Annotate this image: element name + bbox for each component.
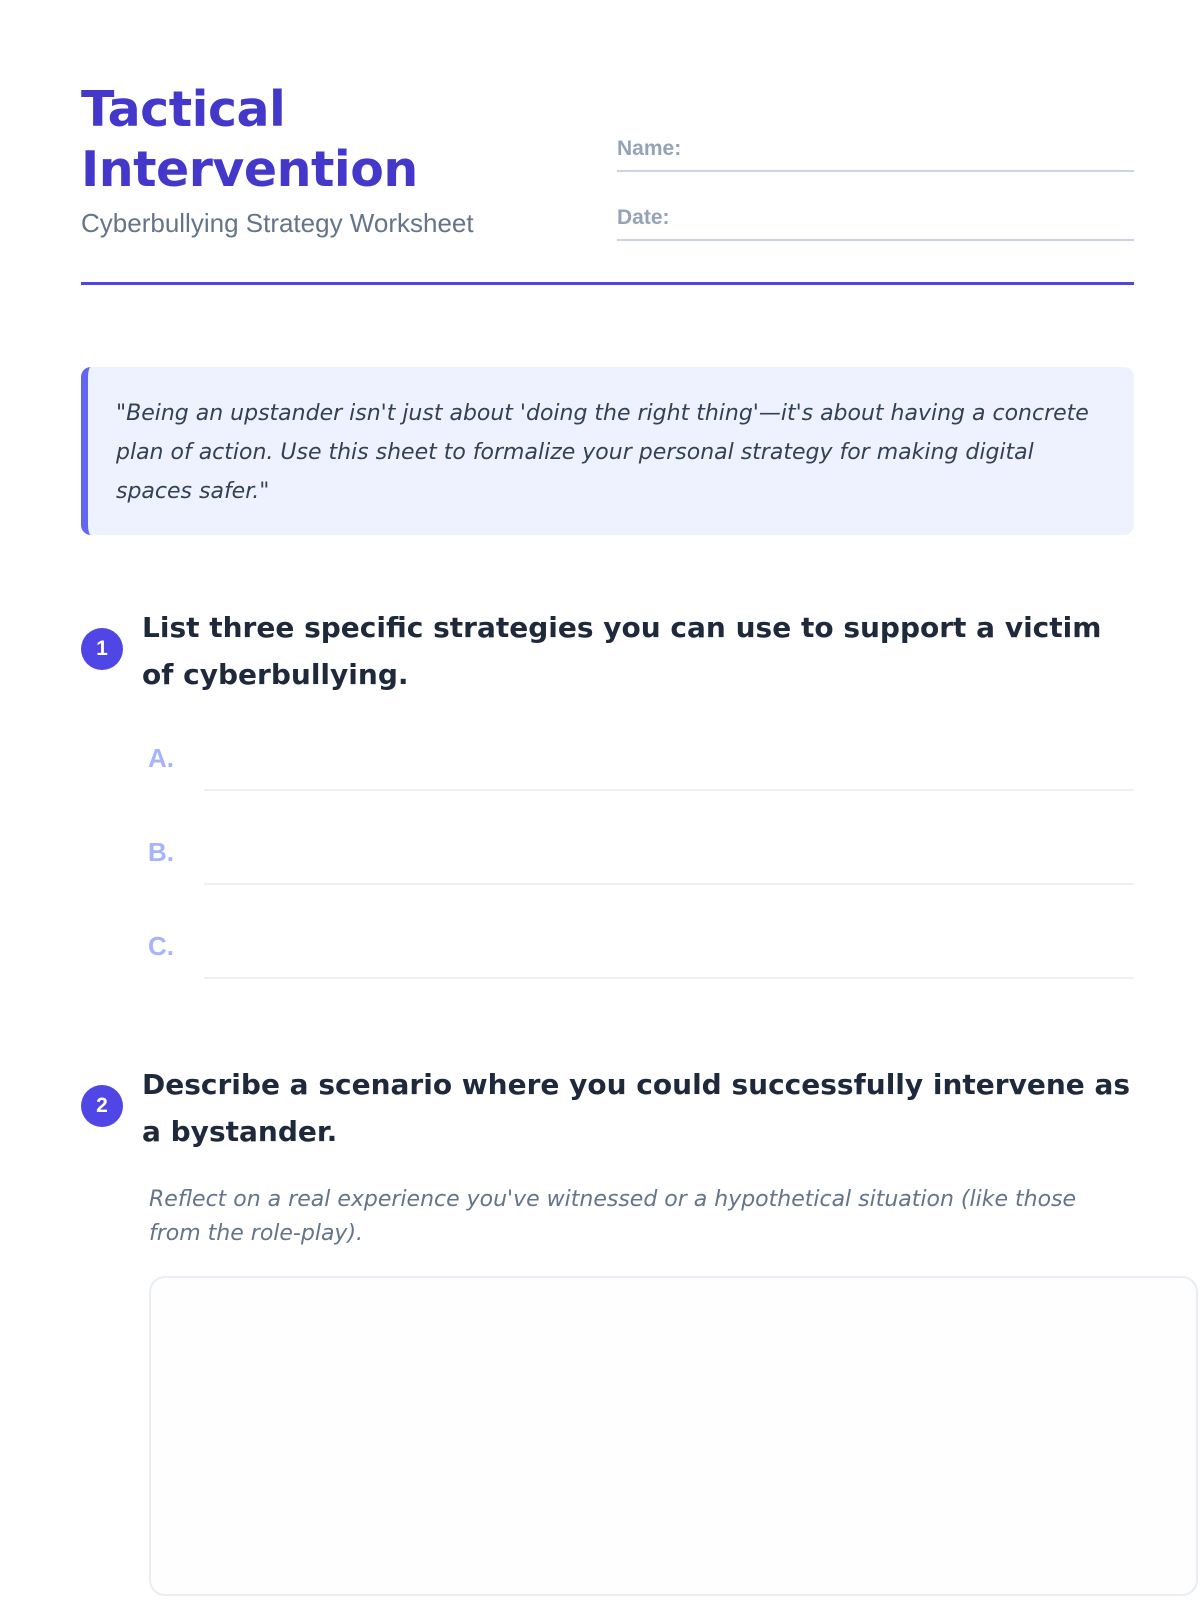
worksheet-title: Tactical Intervention [81,81,418,198]
question-2-text: Describe a scenario where you could successfully intervene as a bystander. [142,1068,1131,1148]
question-1-number-badge: 1 [81,628,123,670]
date-field[interactable] [617,205,1134,241]
intro-quote: "Being an upstander isn't just about 'doing the right thing'—it's about having a concrete plan of action. Use this sheet to formalize your personal strategy for making digital spaces safer." [81,367,1134,535]
answer-a-label: A. [148,743,174,773]
answer-c-label: C. [148,931,174,961]
answer-b-line[interactable] [204,883,1134,885]
answer-a-line[interactable] [204,789,1134,791]
worksheet-header [81,80,1134,285]
worksheet-subtitle: Cyberbullying Strategy Worksheet [81,208,474,238]
question-1-text: List three specific strategies you can use to support a victim of cyberbullying. [142,611,1102,691]
question-2-hint: Reflect on a real experience you've witnessed or a hypothetical situation (like those from the role-play). [149,1187,1077,1246]
question-2-number-badge: 2 [81,1085,123,1127]
date-label: Date: [617,206,670,229]
name-label: Name: [617,137,682,160]
name-field[interactable] [617,136,1134,172]
answer-b-label: B. [148,837,174,867]
answer-c-line[interactable] [204,977,1134,979]
scenario-response-box[interactable] [149,1276,1198,1596]
